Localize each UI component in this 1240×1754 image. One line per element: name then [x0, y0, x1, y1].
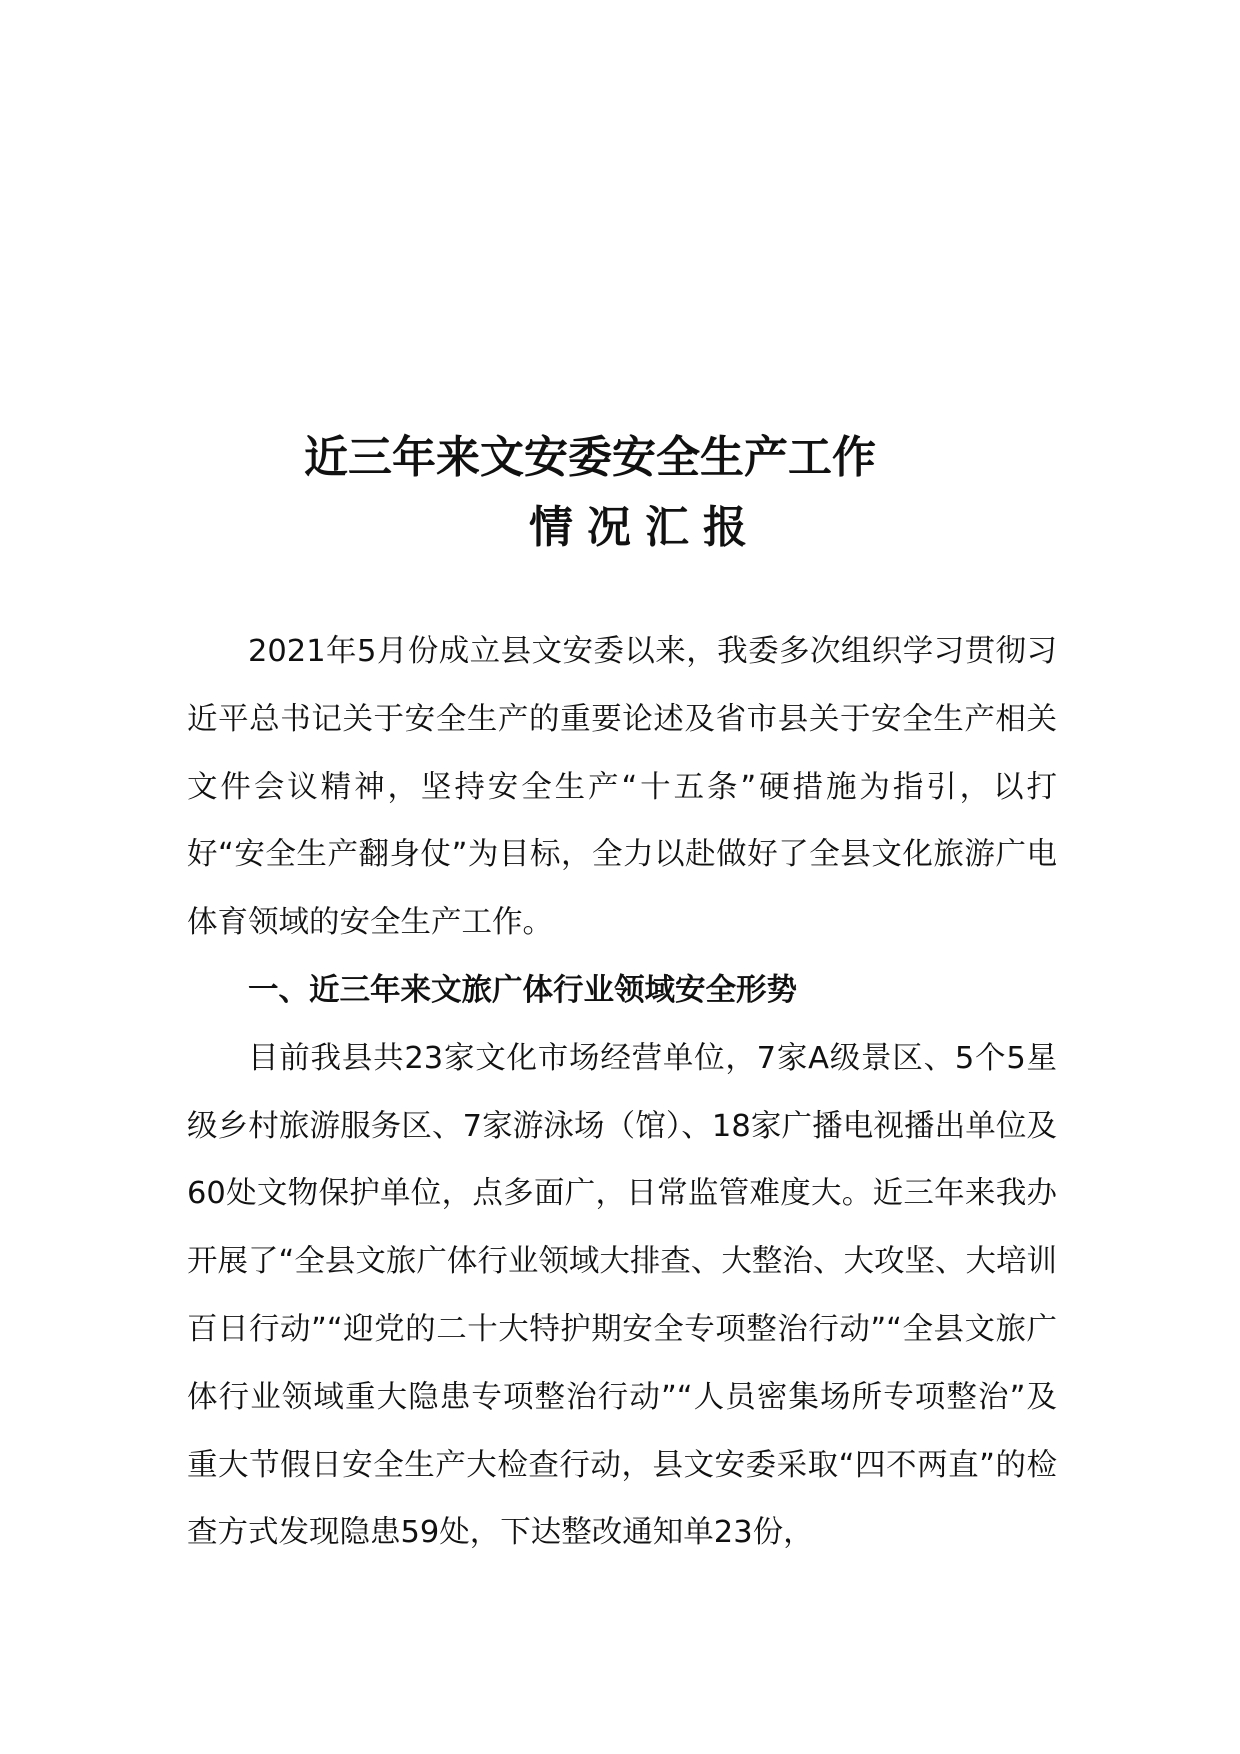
document-title-line2: 情况汇报 — [529, 502, 761, 553]
document-title-line1: 近三年来文安委安全生产工作 — [304, 432, 876, 483]
section-heading-1: 一、近三年来文旅广体行业领域安全形势 — [248, 972, 797, 1008]
paragraph-situation: 目前我县共23家文化市场经营单位，7家A级景区、5个5星级乡村旅游服务区、7家游泳场（馆）、18家广播电视播出单位及60处文物保护单位，点多面广，日常监管难度大。近三年来我办开展了“全县文旅广体行业领域大排查、大整治、大攻坚、大培训百日行动”“迎党的二十大特护期安全专项整治行动”“全县文旅广体行业领域重大隐患专项整治行动”“人员密集场所专项整治”及重大节假日安全生产大检查行动，县文安委采取“四不两直”的检查方式发现隐患59处，下达整改通知单23份， — [187, 1040, 1057, 1551]
document-body — [187, 618, 1057, 1567]
paragraph-intro: 2021年5月份成立县文安委以来，我委多次组织学习贯彻习近平总书记关于安全生产的重要论述及省市县关于安全生产相关文件会议精神，坚持安全生产“十五条”硬措施为指引，以打好“安全生产翻身仗”为目标，全力以赴做好了全县文化旅游广电体育领域的安全生产工作。 — [187, 634, 1057, 941]
